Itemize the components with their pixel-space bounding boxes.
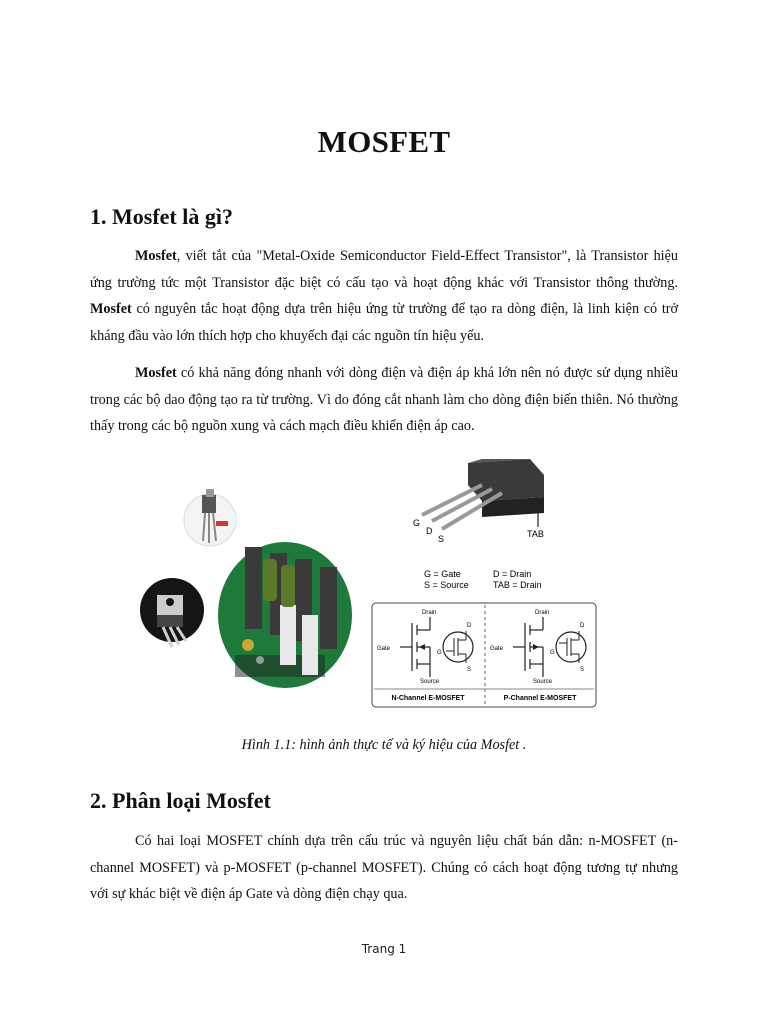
- to247-package-diagram: [413, 459, 544, 544]
- section-1-heading: 1. Mosfet là gì?: [90, 204, 233, 229]
- p-g-label: G: [550, 650, 555, 656]
- mosfet-figure: [130, 455, 630, 715]
- pin-s-label: S: [438, 534, 445, 544]
- n-source-label: Source: [420, 679, 440, 685]
- legend-gate: G = Gate: [424, 569, 461, 579]
- legend-source: S = Source: [424, 580, 469, 590]
- n-g-label: G: [437, 650, 442, 656]
- figure-caption: Hình 1.1: hình ảnh thực tế và ký hiệu của Mosfet .: [241, 737, 527, 753]
- section-2-paragraph-1: [90, 828, 678, 908]
- legend-tab: TAB = Drain: [493, 580, 542, 590]
- bold-term: Mosfet: [135, 365, 177, 381]
- p-gate-label: Gate: [490, 646, 504, 652]
- paragraph-text: có nguyên tắc hoạt động dựa trên hiệu ứng từ trường để tạo ra dòng điện, là linh kiện có trở kháng đầu vào lớn thích hợp cho khuyếch đại các nguồn tín hiệu yếu.: [90, 301, 678, 344]
- transistor-photo-small: [184, 489, 236, 546]
- pin-g-label: G: [413, 518, 421, 528]
- section-1-paragraph-1: [90, 243, 678, 349]
- circuit-board-photo: [218, 542, 352, 688]
- pin-d-label: D: [426, 526, 433, 536]
- tab-label: TAB: [527, 529, 544, 539]
- paragraph-text: Có hai loại MOSFET chính dựa trên cấu trúc và nguyên liệu chất bán dẫn: n-MOSFET (n-channel MOSFET) và p-MOSFET (p-channel MOSFET). Chúng có cách hoạt động tương tự nhưng với sự khác biệt về điện áp Gate và dòng điện chạy qua.: [90, 833, 678, 902]
- bold-term: Mosfet: [90, 301, 132, 317]
- p-d-label: D: [580, 623, 585, 629]
- document-title: MOSFET: [317, 124, 451, 159]
- n-drain-label: Drain: [422, 610, 437, 616]
- bold-term: Mosfet: [135, 248, 177, 264]
- transistor-photo-black: [140, 578, 204, 647]
- section-1-paragraph-2: [90, 360, 678, 440]
- mosfet-symbols-box: [372, 603, 596, 707]
- n-d-label: D: [467, 623, 472, 629]
- legend-drain: D = Drain: [493, 569, 532, 579]
- section-2-heading: 2. Phân loại Mosfet: [90, 788, 271, 813]
- paragraph-text: , viết tắt của "Metal-Oxide Semiconductor Field-Effect Transistor", là Transistor hiệu ứng trường tức một Transistor đặc biệt có cấu tạo và hoạt động khác với Transistor thông thường.: [90, 248, 678, 291]
- n-channel-label: N-Channel E-MOSFET: [391, 695, 465, 702]
- paragraph-text: có khả năng đóng nhanh với dòng điện và điện áp khá lớn nên nó được sử dụng nhiều trong các bộ dao động tạo ra từ trường. Vì do đóng cắt nhanh làm cho dòng điện biến thiên. Nó thường thấy trong các bộ nguồn xung và cách mạch điều khiển điện áp cao.: [90, 365, 678, 434]
- p-s-label: S: [580, 667, 585, 673]
- p-channel-label: P-Channel E-MOSFET: [503, 695, 577, 702]
- p-source-label: Source: [533, 679, 553, 685]
- n-s-label: S: [467, 667, 472, 673]
- page-number-footer: Trang 1: [361, 942, 407, 956]
- n-gate-label: Gate: [377, 646, 391, 652]
- p-drain-label: Drain: [535, 610, 550, 616]
